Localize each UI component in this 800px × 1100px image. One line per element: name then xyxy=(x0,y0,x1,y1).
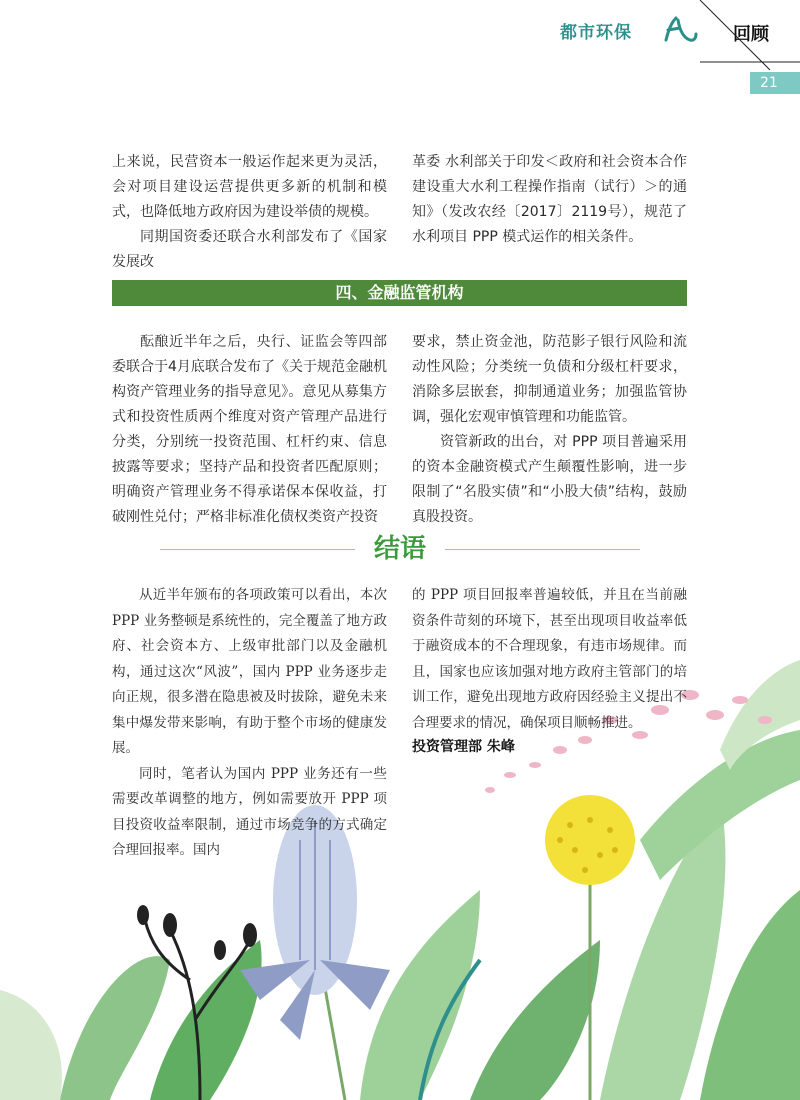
paragraph: 酝酿近半年之后，央行、证监会等四部委联合于4月底联合发布了《关于规范金融机构资产管理业务的指导意见》。意见从募集方式和投资性质两个维度对资产管理产品进行分类，分别统一投资范围、杠杆约束、信息披露等要求；坚持产品和投资者匹配原则；明确资产管理业务不得承诺保本保收益，打破刚性兑付；严格非标准化债权类资产投资 xyxy=(112,334,387,525)
page-number: 21 xyxy=(750,72,800,94)
paragraph: 资管新政的出台，对 PPP 项目普遍采用的资本金融资模式产生颠覆性影响，进一步限制了“名股实债”和“小股大债”结构，鼓励真股投资。 xyxy=(412,434,687,525)
heading-rule-left xyxy=(160,549,355,550)
paragraph: 革委 水利部关于印发＜政府和社会资本合作建设重大水利工程操作指南（试行）＞的通知》（发改农经〔2017〕2119号），规范了水利项目 PPP 模式运作的相关条件。 xyxy=(412,154,687,245)
section4-left-column xyxy=(112,330,387,530)
author-credit: 投资管理部 朱峰 xyxy=(412,739,515,755)
conclusion-title: 结语 xyxy=(373,534,426,564)
section-tag: 回顾 xyxy=(733,24,769,45)
header-diagonal-line xyxy=(0,0,800,120)
section-banner: 四、金融监管机构 xyxy=(112,280,687,306)
paragraph: 同期国资委还联合水利部发布了《国家发展改 xyxy=(112,229,387,270)
conclusion-left-column xyxy=(112,583,387,864)
conclusion-right-column xyxy=(412,583,687,756)
paragraph: 同时，笔者认为国内 PPP 业务还有一些需要改革调整的地方，例如需要放开 PPP 项目投资收益率限制，通过市场竞争的方式确定合理回报率。国内 xyxy=(112,765,387,858)
top-right-column xyxy=(412,150,687,250)
paragraph: 要求，禁止资金池，防范影子银行风险和流动性风险；分类统一负债和分级杠杆要求，消除多层嵌套，抑制通道业务；加强监管协调，强化宏观审慎管理和功能监管。 xyxy=(412,334,687,425)
heading-rule-right xyxy=(445,549,640,550)
paragraph: 上来说，民营资本一般运作起来更为灵活，会对项目建设运营提供更多新的机制和模式，也降低地方政府因为建设举债的规模。 xyxy=(112,154,387,220)
paragraph: 的 PPP 项目回报率普遍较低，并且在当前融资条件苛刻的环境下，甚至出现项目收益率低于融资成本的不合理现象，有违市场规律。而且，国家也应该加强对地方政府主管部门的培训工作，避免出现地方政府因经验主义提出不合理要求的情况，确保项目顺畅推进。 xyxy=(412,587,687,731)
magazine-title: 都市环保 xyxy=(560,23,632,43)
paragraph: 从近半年颁布的各项政策可以看出，本次 PPP 业务整顿是系统性的，完全覆盖了地方政府、社会资本方、上级审批部门以及金融机构，通过这次“风波”，国内 PPP 业务逐步走向正规，很多潜在隐患被及时拔除，避免未来集中爆发带来影响，有助于整个市场的健康发展。 xyxy=(112,587,387,756)
top-left-column xyxy=(112,150,387,275)
section4-right-column xyxy=(412,330,687,530)
